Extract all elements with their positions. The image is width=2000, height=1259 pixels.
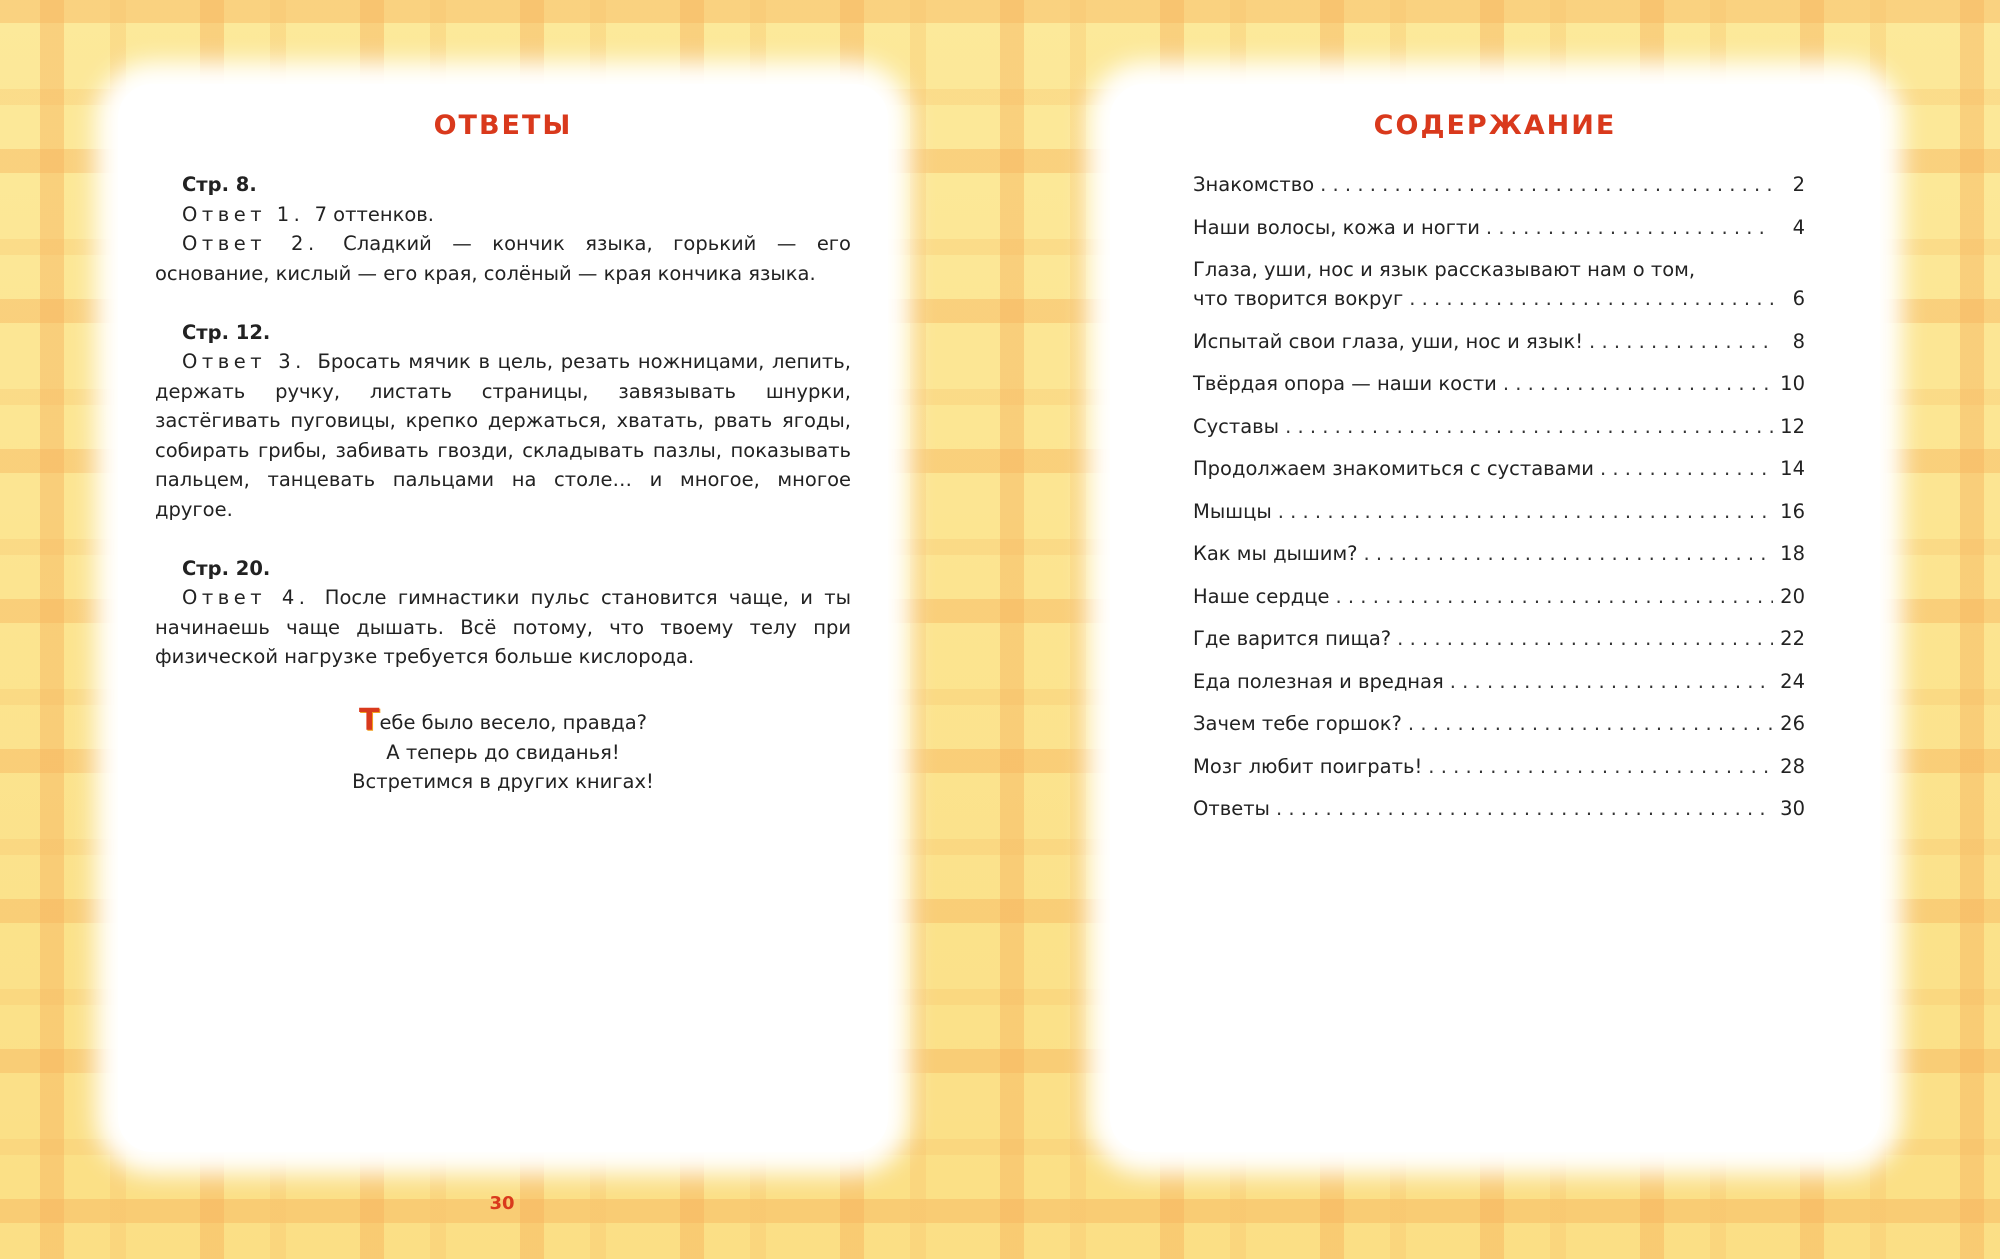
toc-leader-dots: [1278, 497, 1773, 526]
toc-leader-dots: [1408, 709, 1773, 738]
toc-entry-page: 20: [1780, 584, 1805, 608]
farewell-line-1-text: ебе было весело, правда?: [379, 711, 648, 734]
contents-title: СОДЕРЖАНИЕ: [1373, 110, 1617, 141]
toc-entry-page: 12: [1780, 414, 1805, 438]
toc-leader-dots: [1428, 752, 1773, 781]
toc-entry-page: 8: [1792, 329, 1805, 353]
answer-page-ref: Стр. 20.: [182, 556, 271, 580]
toc-entry[interactable]: [1193, 497, 1805, 526]
answer-label: Ответ 3.: [182, 350, 306, 373]
left-page: [118, 84, 888, 1152]
toc-entry[interactable]: [1193, 582, 1805, 611]
toc-entry[interactable]: [1193, 170, 1805, 199]
toc-leader-dots: [1503, 369, 1773, 398]
toc-entry-line-2: [1193, 284, 1805, 313]
toc-entry-label: Мышцы: [1193, 499, 1272, 523]
toc-leader-dots: [1320, 170, 1773, 199]
toc-entry-page: 24: [1780, 669, 1805, 693]
answer-page-ref: Стр. 12.: [182, 320, 271, 344]
toc-entry-label: Как мы дышим?: [1193, 542, 1358, 565]
toc-entry-page: 26: [1780, 712, 1805, 735]
toc-entry-page: 16: [1780, 499, 1805, 523]
table-of-contents: [1193, 170, 1805, 837]
answer-block-page-12: [155, 318, 851, 525]
right-page: [1110, 84, 1880, 1152]
toc-entry[interactable]: [1193, 327, 1805, 356]
answer-item: [155, 200, 851, 230]
toc-entry-label: Знакомство: [1193, 173, 1315, 196]
farewell-message: [118, 703, 888, 797]
farewell-line-3: Встретимся в других книгах!: [352, 770, 654, 793]
toc-leader-dots: [1589, 327, 1773, 356]
farewell-line-1: [118, 703, 888, 738]
toc-entry-label: Где варится пища?: [1193, 627, 1392, 650]
toc-leader-dots: [1336, 582, 1774, 611]
toc-entry[interactable]: [1193, 752, 1805, 781]
toc-entry-label: Ответы: [1193, 797, 1270, 820]
toc-leader-dots: [1486, 213, 1773, 242]
answer-item: [155, 347, 851, 524]
answer-block-page-20: [155, 554, 851, 672]
toc-entry-label-line-1: Глаза, уши, нос и язык рассказывают нам о том,: [1193, 258, 1696, 281]
toc-entry-label: Наши волосы, кожа и ногти: [1193, 215, 1480, 239]
toc-entry-page: 22: [1780, 627, 1805, 650]
toc-entry-label: Еда полезная и вредная: [1193, 669, 1444, 693]
toc-entry[interactable]: [1193, 255, 1805, 313]
toc-entry-page: 28: [1780, 754, 1805, 778]
toc-entry-page: 4: [1792, 215, 1805, 239]
toc-entry[interactable]: [1193, 709, 1805, 738]
toc-entry-label: Суставы: [1193, 414, 1280, 438]
answer-label: Ответ 4.: [182, 586, 310, 609]
toc-entry-label: Мозг любит поиграть!: [1193, 754, 1423, 778]
toc-entry[interactable]: [1193, 794, 1805, 823]
answer-page-ref: Стр. 8.: [182, 173, 257, 196]
toc-leader-dots: [1600, 454, 1773, 483]
answer-item: [155, 583, 851, 672]
toc-entry-page: 14: [1780, 457, 1805, 480]
toc-entry[interactable]: [1193, 213, 1805, 242]
answer-label: Ответ 1.: [182, 202, 305, 226]
toc-entry-page: 18: [1780, 542, 1805, 565]
toc-entry-label: Продолжаем знакомиться с суставами: [1193, 457, 1594, 480]
toc-leader-dots: [1409, 284, 1773, 313]
toc-entry-page: 2: [1792, 173, 1805, 196]
answer-text: Бросать мячик в цель, резать ножницами, лепить, держать ручку, листать страницы, завязывать шнурки, застёгивать пуговицы, крепко держаться, хватать, рвать ягоды, собирать грибы, забивать гвозди, складывать пазлы, показывать пальцем, танцевать пальцами на столе… и многое, многое другое.: [155, 350, 851, 521]
toc-entry-page: 30: [1780, 797, 1805, 820]
toc-entry-page: 6: [1792, 287, 1805, 310]
toc-leader-dots: [1276, 794, 1773, 823]
toc-entry[interactable]: [1193, 369, 1805, 398]
answer-text: 7 оттенков.: [314, 202, 434, 226]
answers-list: [155, 170, 851, 701]
answer-text: После гимнастики пульс становится чаще, и ты начинаешь чаще дышать. Всё потому, что твоему телу при физической нагрузке требуется больше кислорода.: [155, 586, 851, 668]
toc-entry[interactable]: [1193, 454, 1805, 483]
toc-entry[interactable]: [1193, 624, 1805, 653]
page-number: 30: [489, 1193, 515, 1214]
toc-leader-dots: [1285, 412, 1773, 441]
answer-block-page-8: [155, 170, 851, 288]
toc-leader-dots: [1397, 624, 1773, 653]
answer-item: [155, 229, 851, 288]
toc-entry-label: что творится вокруг: [1193, 287, 1404, 310]
toc-entry[interactable]: [1193, 412, 1805, 441]
answers-title: ОТВЕТЫ: [433, 110, 573, 141]
toc-entry-label: Твёрдая опора — наши кости: [1193, 372, 1497, 395]
toc-entry-label: Зачем тебе горшок?: [1193, 712, 1402, 735]
toc-entry-page: 10: [1780, 372, 1805, 395]
toc-entry-label: Испытай свои глаза, уши, нос и язык!: [1193, 329, 1584, 353]
drop-cap: Т: [358, 703, 380, 738]
toc-entry-label: Наше сердце: [1193, 584, 1330, 608]
toc-entry[interactable]: [1193, 667, 1805, 696]
toc-leader-dots: [1450, 667, 1773, 696]
toc-entry[interactable]: [1193, 539, 1805, 568]
toc-leader-dots: [1364, 539, 1773, 568]
answer-label: Ответ 2.: [182, 232, 319, 255]
answer-text: Сладкий — кончик языка, горький — его основание, кислый — его края, солёный — края кончика языка.: [155, 232, 851, 285]
farewell-line-2: А теперь до свиданья!: [386, 740, 620, 764]
